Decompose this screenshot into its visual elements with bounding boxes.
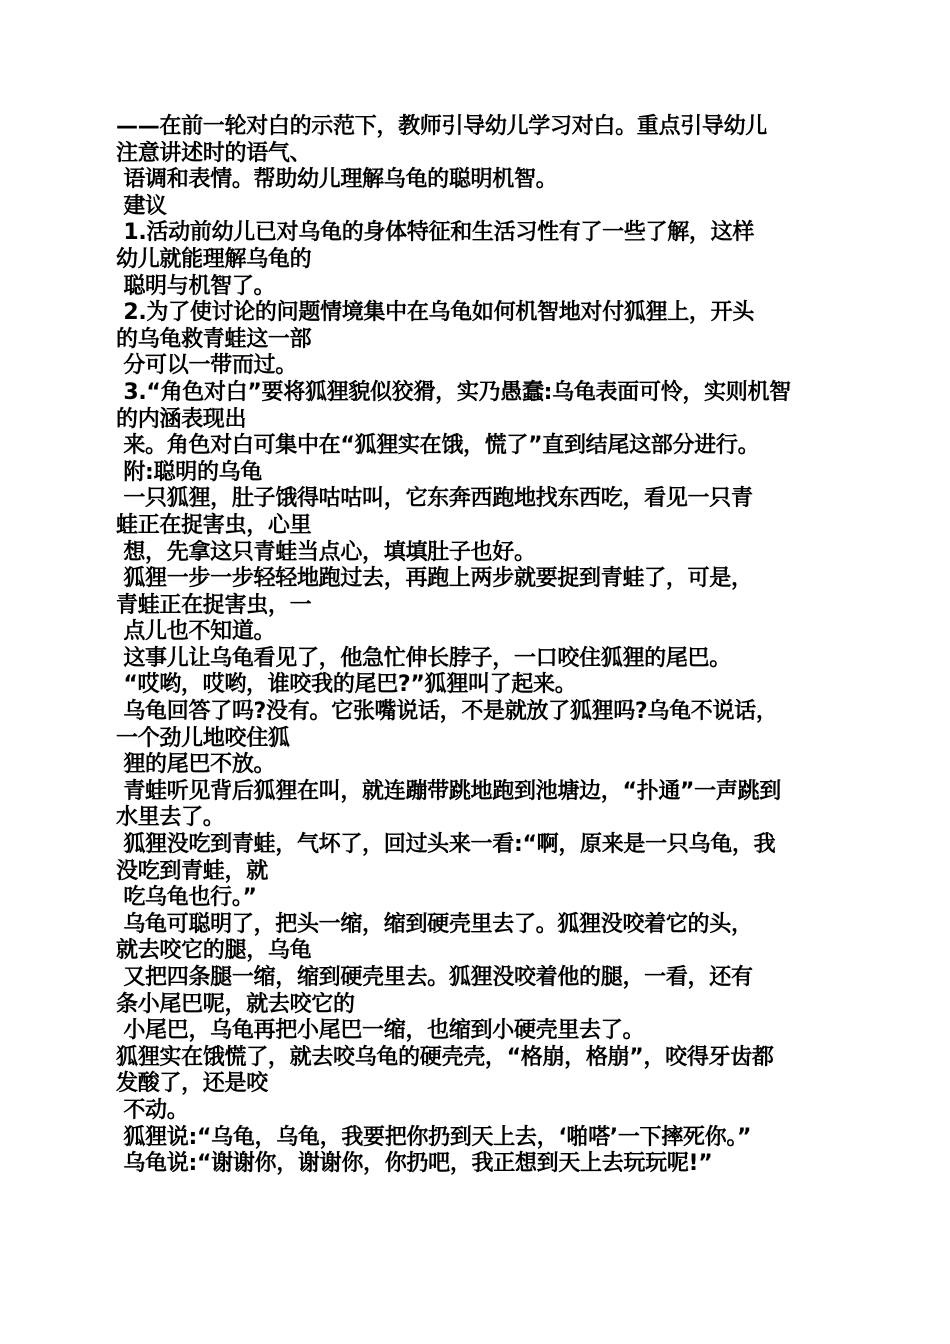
text-line: 幼儿就能理解乌龟的	[116, 246, 312, 272]
text-line: 没吃到青蛙，就	[116, 858, 268, 884]
text-line: 青蛙听见背后狐狸在叫，就连蹦带跳地跑到池塘边，“扑通”一声跳到	[116, 778, 781, 804]
text-line: 一只狐狸，肚子饿得咕咕叫，它东奔西跑地找东西吃，看见一只青	[116, 486, 753, 512]
text-line: 附:聪明的乌龟	[116, 459, 263, 485]
text-line: 条小尾巴呢，就去咬它的	[116, 991, 355, 1017]
text-line: 乌龟回答了吗?没有。它张嘴说话，不是就放了狐狸吗?乌龟不说话，	[116, 699, 778, 725]
text-line: 的乌龟救青蛙这一部	[116, 326, 312, 352]
text-line: 的内涵表现出	[116, 406, 247, 432]
text-line: 又把四条腿一缩，缩到硬壳里去。狐狸没咬着他的腿，一看，还有	[116, 965, 753, 990]
text-line: 建议	[116, 193, 167, 219]
document-body	[116, 114, 836, 1178]
text-line: 蛙正在捉害虫，心里	[116, 512, 312, 538]
text-line: 来。角色对白可集中在“狐狸实在饿，慌了”直到结尾这部分进行。	[116, 433, 760, 459]
text-line: 水里去了。	[116, 805, 225, 831]
text-line: 青蛙正在捉害虫，一	[116, 592, 312, 618]
text-line: 狸的尾巴不放。	[116, 752, 276, 778]
text-line: 一个劲儿地咬住狐	[116, 725, 290, 751]
text-line: 注意讲述时的语气、	[116, 140, 312, 166]
text-line: 点儿也不知道。	[116, 619, 276, 645]
text-line: 想，先拿这只青蛙当点心，填填肚子也好。	[116, 539, 536, 565]
text-line: 3.“角色对白”要将狐狸貌似狡猾，实乃愚蠢:乌龟表面可怜，实则机智	[116, 379, 791, 405]
text-line: 乌龟可聪明了，把头一缩，缩到硬壳里去了。狐狸没咬着它的头，	[116, 911, 753, 937]
text-line: 聪明与机智了。	[116, 273, 276, 299]
text-line: 狐狸没吃到青蛙，气坏了，回过头来一看:“啊，原来是一只乌龟，我	[116, 832, 776, 858]
text-line: “哎哟，哎哟，谁咬我的尾巴?”狐狸叫了起来。	[116, 672, 577, 698]
text-line: 这事儿让乌龟看见了，他急忙伸长脖子，一口咬住狐狸的尾巴。	[116, 645, 731, 671]
text-line: 语调和表情。帮助幼儿理解乌龟的聪明机智。	[116, 167, 558, 193]
text-line: ——在前一轮对白的示范下，教师引导幼儿学习对白。重点引导幼儿	[116, 114, 768, 139]
text-line: 小尾巴，乌龟再把小尾巴一缩，也缩到小硬壳里去了。	[116, 1018, 645, 1044]
text-line: 分可以一带而过。	[116, 353, 297, 379]
text-line: 发酸了，还是咬	[116, 1071, 268, 1097]
text-line: 狐狸一步一步轻轻地跑过去，再跑上两步就要捉到青蛙了，可是，	[116, 566, 753, 592]
text-line: 就去咬它的腿，乌龟	[116, 938, 312, 964]
text-line: 不动。	[116, 1097, 189, 1123]
text-line: 吃乌龟也行。”	[116, 885, 257, 911]
text-line: 1.活动前幼儿已对乌龟的身体特征和生活习性有了一些了解，这样	[116, 220, 755, 246]
text-line: 乌龟说:“谢谢你，谢谢你，你扔吧，我正想到天上去玩玩呢!”	[116, 1151, 713, 1177]
text-line: 狐狸实在饿慌了，就去咬乌龟的硬壳壳，“格崩，格崩”，咬得牙齿都	[116, 1044, 774, 1070]
text-line: 2.为了使讨论的问题情境集中在乌龟如何机智地对付狐狸上，开头	[116, 300, 755, 326]
text-line: 狐狸说:“乌龟，乌龟，我要把你扔到天上去，‘啪嗒’一下摔死你。”	[116, 1124, 752, 1150]
